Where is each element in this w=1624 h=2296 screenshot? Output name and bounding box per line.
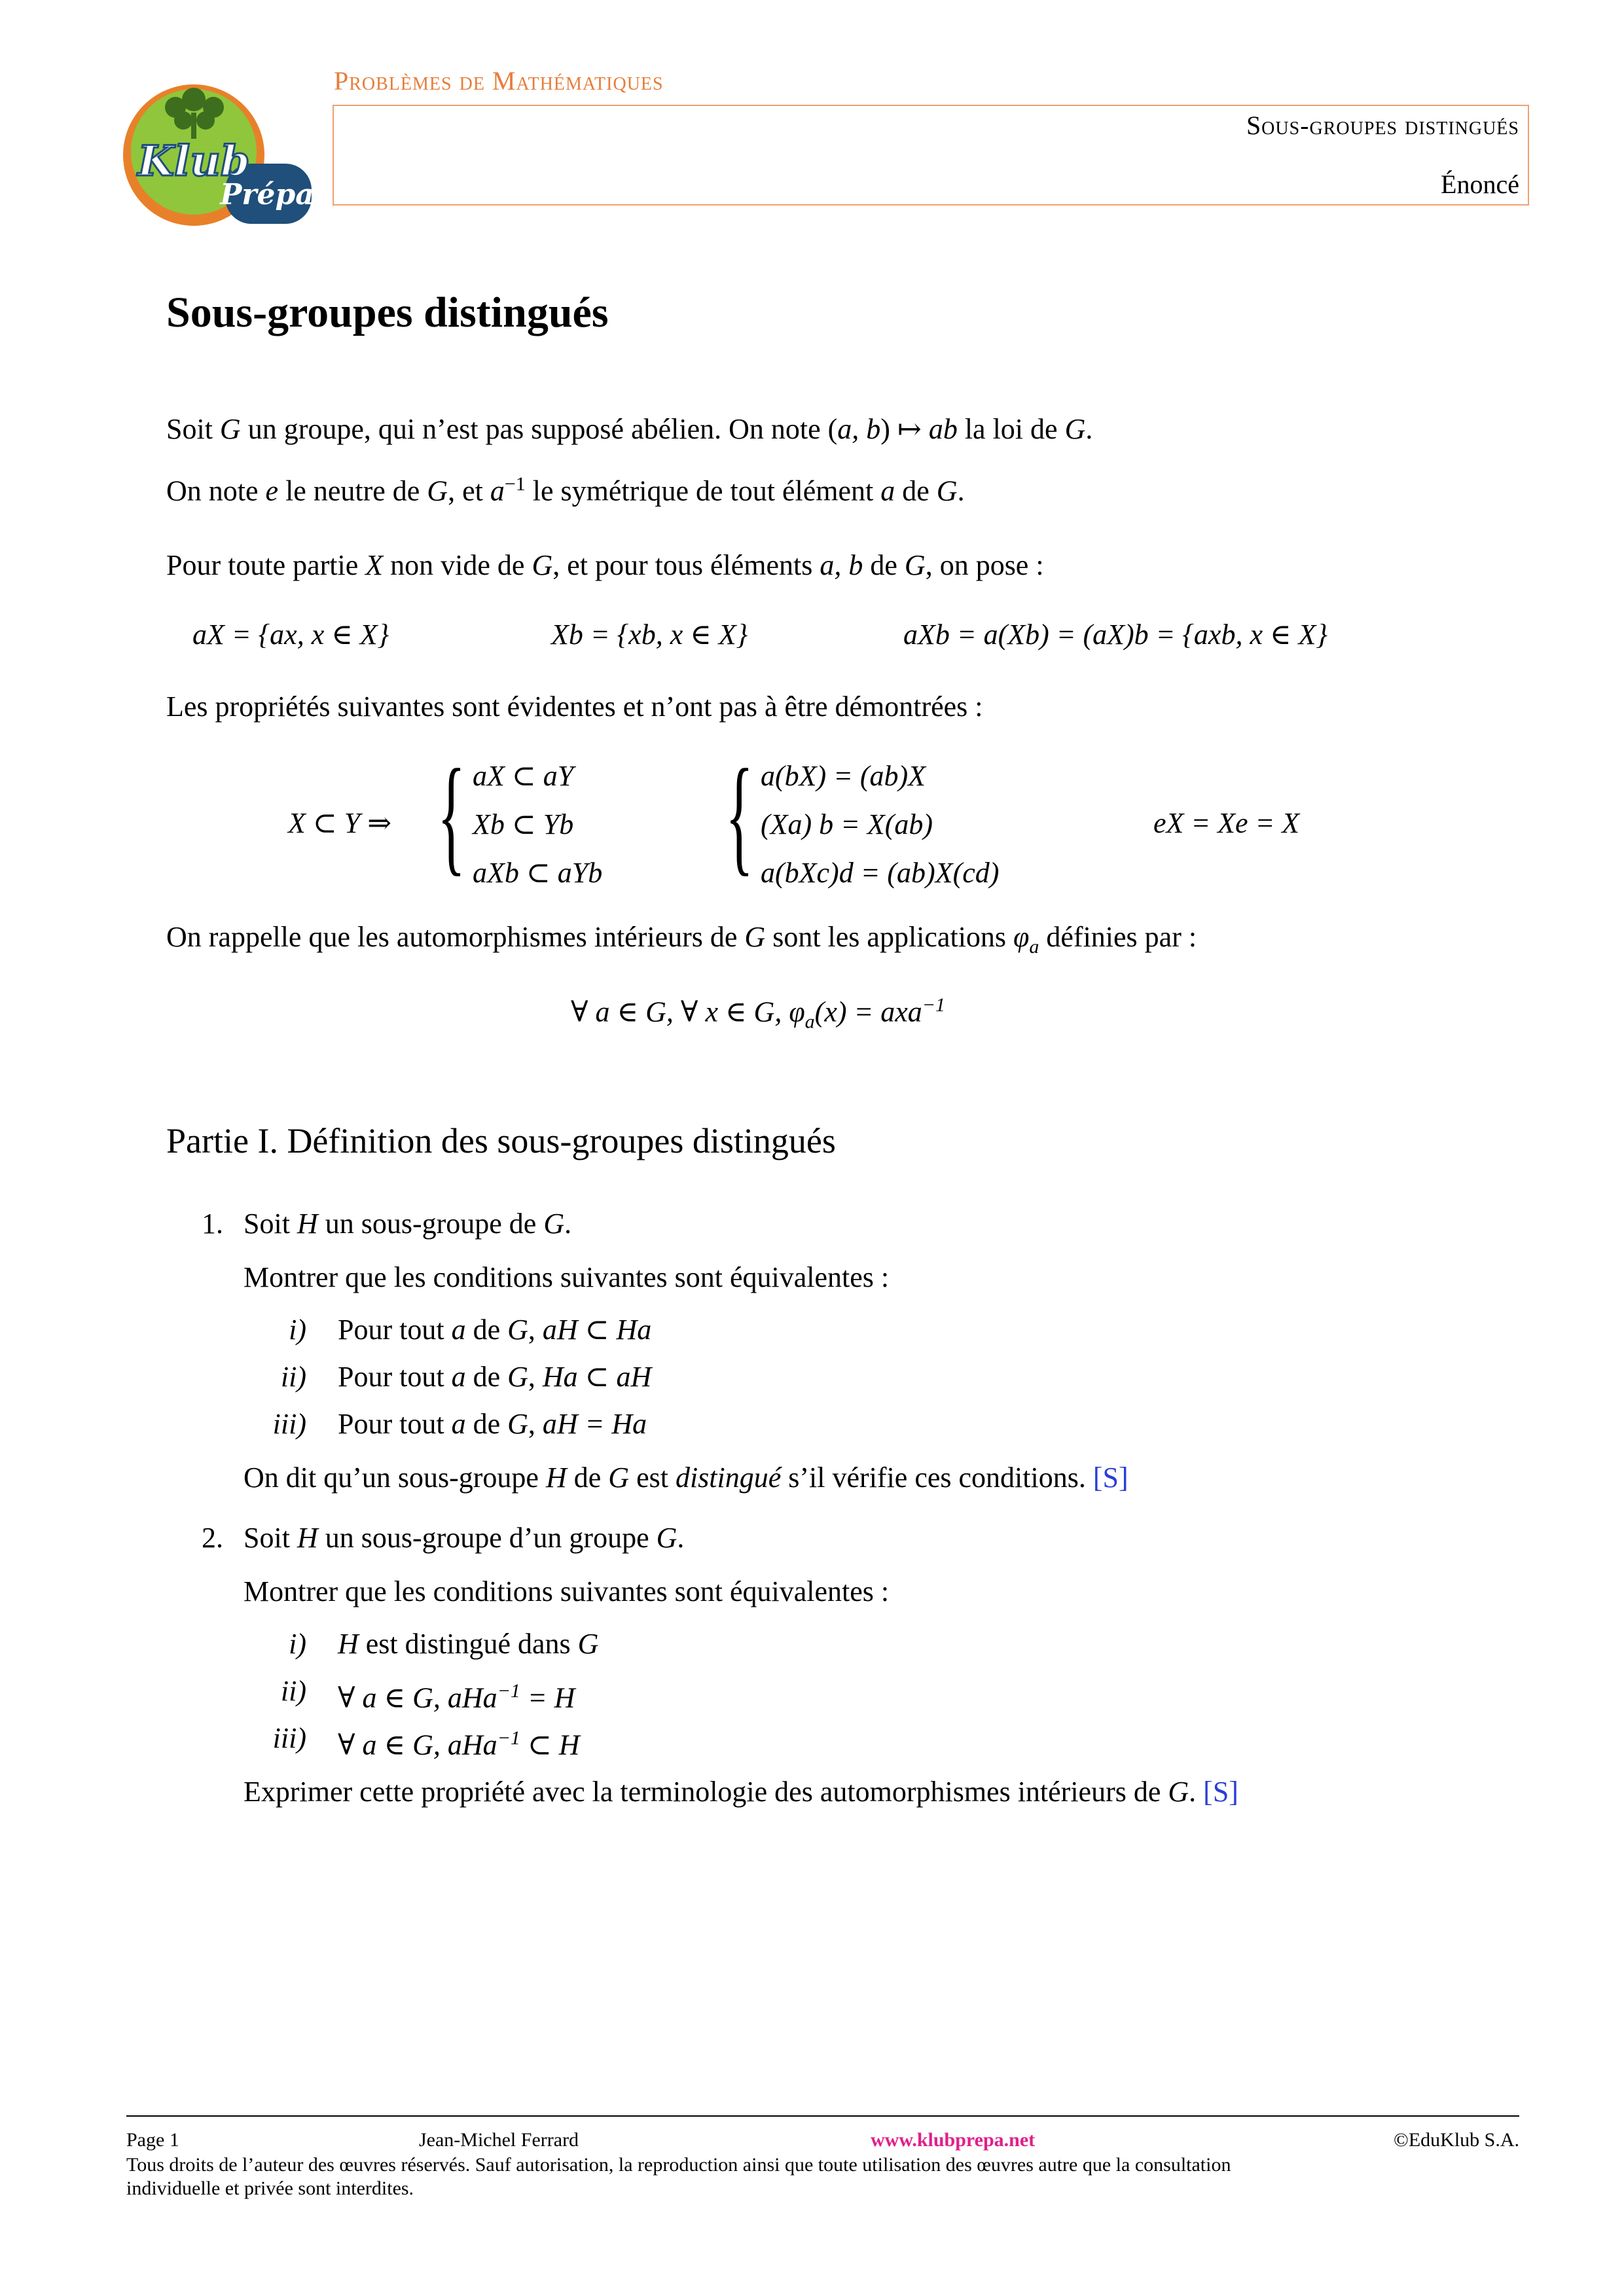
formula-aX: aX = {ax, x ∈ X} (192, 619, 389, 651)
q1-statement: Soit H un sous-groupe de G. (244, 1208, 572, 1240)
footer-page: Page 1 (126, 2129, 179, 2151)
q1-number: 1. (202, 1208, 223, 1240)
q2-conclusion: Exprimer cette propriété avec la terminologie des automorphismes intérieurs de G. [S] (244, 1776, 1238, 1808)
q2-item-ii-label: ii) (280, 1675, 306, 1707)
formula-Xb: Xb = {xb, x ∈ X} (551, 619, 748, 651)
intro-line-3: Pour toute partie X non vide de G, et pour tous éléments a, b de G, on pose : (166, 549, 1044, 581)
case2-line1: a(bX) = (ab)X (761, 760, 926, 792)
intro-line-1: Soit G un groupe, qui n’est pas supposé abélien. On note (a, b) ↦ ab la loi de G. (166, 413, 1093, 445)
q1-item-i: Pour tout a de G, aH ⊂ Ha (338, 1314, 652, 1346)
q2-statement: Soit H un sous-groupe d’un groupe G. (244, 1522, 685, 1554)
q1-conclusion: On dit qu’un sous-groupe H de G est distingué s’il vérifie ces conditions. [S] (244, 1462, 1128, 1494)
neutral-identity: eX = Xe = X (1153, 807, 1300, 839)
q1-item-iii: Pour tout a de G, aH = Ha (338, 1408, 647, 1440)
part-1-heading: Partie I. Définition des sous-groupes distingués (166, 1121, 836, 1160)
klubprepa-logo (115, 60, 312, 229)
footer-rights-line-2: individuelle et privée sont interdites. (126, 2178, 414, 2199)
q1-solution-link[interactable]: [S] (1092, 1462, 1128, 1494)
case2-line2: (Xa) b = X(ab) (761, 808, 933, 840)
case1-line2: Xb ⊂ Yb (473, 808, 574, 840)
q2-number: 2. (202, 1522, 223, 1554)
document-title: Sous-groupes distingués (166, 289, 609, 336)
svg-text:Prépa: Prépa (220, 178, 312, 211)
footer-rights-line-1: Tous droits de l’auteur des œuvres réservés. Sauf autorisation, la reproduction ainsi que toute utilisation des œuvres autre que la consultation (126, 2154, 1231, 2176)
q2-item-iii: ∀ a ∈ G, aHa$^{-1}$ ⊂ H (338, 1727, 580, 1761)
q2-item-iii-label: iii) (272, 1722, 306, 1754)
footer-rule (126, 2115, 1519, 2117)
intro-line-5: On rappelle que les automorphismes intérieurs de G sont les applications $\varphi_a$ définies par : (166, 921, 1197, 958)
brace-left-1: { (437, 743, 466, 888)
q1-item-i-label: i) (289, 1314, 306, 1346)
q1-intro: Montrer que les conditions suivantes sont équivalentes : (244, 1261, 890, 1293)
q2-item-i: H est distingué dans G (338, 1628, 599, 1660)
q2-item-ii: ∀ a ∈ G, aHa$^{-1}$ = H (338, 1680, 575, 1714)
q1-item-iii-label: iii) (272, 1408, 306, 1440)
case2-line3: a(bXc)d = (ab)X(cd) (761, 857, 1000, 889)
formula-aXb: aXb = a(Xb) = (aX)b = {axb, x ∈ X} (903, 619, 1328, 651)
brace-left-2: { (725, 743, 754, 888)
q2-intro: Montrer que les conditions suivantes sont équivalentes : (244, 1575, 890, 1607)
case1-line1: aX ⊂ aY (473, 760, 574, 792)
footer-url-link[interactable]: www.klubprepa.net (871, 2129, 1036, 2151)
q2-solution-link[interactable]: [S] (1203, 1776, 1238, 1808)
footer-copyright: ©EduKlub S.A. (1394, 2129, 1519, 2151)
implication-label: X ⊂ Y ⇒ (288, 807, 392, 839)
svg-text:Klub: Klub (137, 137, 250, 186)
q1-item-ii-label: ii) (280, 1361, 306, 1393)
series-title: Problèmes de Mathématiques (334, 66, 664, 96)
q1-item-ii: Pour tout a de G, Ha ⊂ aH (338, 1361, 652, 1393)
intro-line-2: On note e le neutre de G, et $a^{-1}$ le symétrique de tout élément a de G. (166, 473, 965, 507)
footer-author: Jean-Michel Ferrard (419, 2129, 579, 2151)
intro-line-4: Les propriétés suivantes sont évidentes et n’ont pas à être démontrées : (166, 691, 983, 723)
q2-item-i-label: i) (289, 1628, 306, 1660)
case1-line3: aXb ⊂ aYb (473, 857, 603, 889)
header-subject: Sous-groupes distingués (1246, 111, 1519, 140)
formula-inner-automorphism: ∀ a ∈ G, ∀ x ∈ G, $\varphi_a(x) = axa^{-1}$ (571, 994, 945, 1033)
header-section: Énoncé (1441, 170, 1519, 199)
